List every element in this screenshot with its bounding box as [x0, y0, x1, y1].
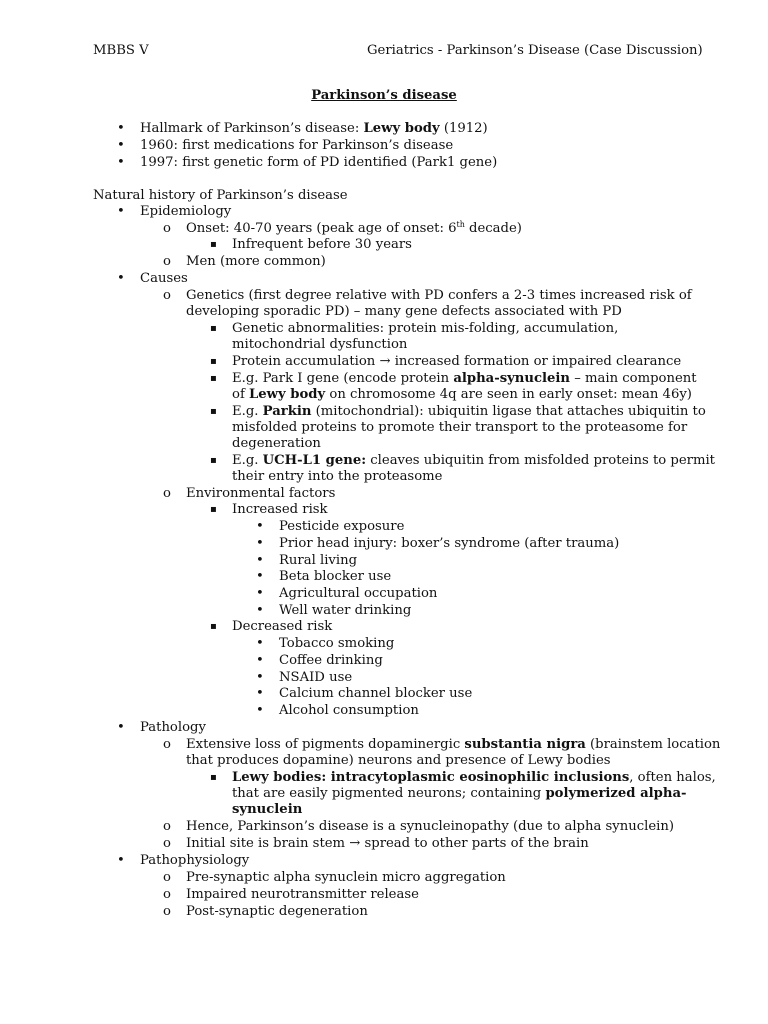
- circle-bullet-icon: o: [163, 486, 171, 501]
- bullet-icon: •: [117, 121, 125, 136]
- list-item: Alcohol consumption: [279, 703, 419, 718]
- list-item: Extensive loss of pigments dopaminergic substantia nigra (brainstem location: [186, 737, 721, 752]
- square-bullet-icon: ▪: [210, 323, 217, 334]
- bullet-icon: •: [256, 603, 264, 618]
- list-item: Hence, Parkinson’s disease is a synucleinopathy (due to alpha synuclein): [186, 819, 675, 834]
- list-item: E.g. Parkin (mitochondrial): ubiquitin ligase that attaches ubiquitin to: [232, 404, 706, 419]
- circle-bullet-icon: o: [163, 288, 171, 303]
- list-item: Environmental factors: [186, 486, 336, 501]
- bullet-icon: •: [256, 686, 264, 701]
- list-item: Impaired neurotransmitter release: [186, 887, 419, 902]
- bullet-icon: •: [256, 703, 264, 718]
- list-item: Calcium channel blocker use: [279, 686, 473, 701]
- intro-item: Hallmark of Parkinson’s disease: Lewy body (1912): [140, 121, 488, 136]
- square-bullet-icon: ▪: [210, 455, 217, 466]
- circle-bullet-icon: o: [163, 870, 171, 885]
- header-left: MBBS V: [93, 43, 149, 58]
- list-item: Protein accumulation → increased formation or impaired clearance: [232, 354, 682, 369]
- square-bullet-icon: ▪: [210, 772, 217, 783]
- bullet-icon: •: [256, 519, 264, 534]
- bullet-icon: •: [256, 569, 264, 584]
- list-item: Rural living: [279, 553, 358, 568]
- bullet-icon: •: [117, 155, 125, 170]
- list-item: Post-synaptic degeneration: [186, 904, 368, 919]
- bullet-icon: •: [117, 720, 125, 735]
- causes-label: Causes: [140, 271, 188, 286]
- list-item: mitochondrial dysfunction: [232, 337, 408, 352]
- list-item: synuclein: [232, 802, 303, 817]
- list-item: Well water drinking: [279, 603, 412, 618]
- square-bullet-icon: ▪: [210, 504, 217, 515]
- circle-bullet-icon: o: [163, 904, 171, 919]
- list-item: Pesticide exposure: [279, 519, 405, 534]
- intro-item: 1997: first genetic form of PD identified (Park1 gene): [140, 155, 498, 170]
- square-bullet-icon: ▪: [210, 621, 217, 632]
- list-item: Prior head injury: boxer’s syndrome (after trauma): [279, 536, 620, 551]
- list-item: their entry into the proteasome: [232, 469, 443, 484]
- list-item: E.g. UCH-L1 gene: cleaves ubiquitin from misfolded proteins to permit: [232, 453, 715, 468]
- circle-bullet-icon: o: [163, 254, 171, 269]
- circle-bullet-icon: o: [163, 836, 171, 851]
- list-item: misfolded proteins to promote their transport to the proteasome for: [232, 420, 688, 435]
- list-item: that produces dopamine) neurons and presence of Lewy bodies: [186, 753, 611, 768]
- bullet-icon: •: [117, 204, 125, 219]
- list-item: Pre-synaptic alpha synuclein micro aggregation: [186, 870, 506, 885]
- bullet-icon: •: [256, 536, 264, 551]
- bullet-icon: •: [256, 586, 264, 601]
- bullet-icon: •: [256, 653, 264, 668]
- intro-item: 1960: first medications for Parkinson’s disease: [140, 138, 454, 153]
- bullet-icon: •: [256, 553, 264, 568]
- list-item: developing sporadic PD) – many gene defects associated with PD: [186, 304, 622, 319]
- bullet-icon: •: [256, 670, 264, 685]
- circle-bullet-icon: o: [163, 819, 171, 834]
- list-item: of Lewy body on chromosome 4q are seen in early onset: mean 46y): [232, 387, 692, 402]
- list-item: degeneration: [232, 436, 321, 451]
- header-right: Geriatrics - Parkinson’s Disease (Case Discussion): [367, 43, 703, 58]
- list-item: E.g. Park I gene (encode protein alpha-synuclein – main component: [232, 371, 697, 386]
- square-bullet-icon: ▪: [210, 406, 217, 417]
- square-bullet-icon: ▪: [210, 239, 217, 250]
- list-item: Beta blocker use: [279, 569, 392, 584]
- list-item: Coffee drinking: [279, 653, 383, 668]
- list-item: Initial site is brain stem → spread to other parts of the brain: [186, 836, 589, 851]
- bullet-icon: •: [256, 636, 264, 651]
- list-item: that are easily pigmented neurons; containing polymerized alpha-: [232, 786, 687, 801]
- list-item: NSAID use: [279, 670, 353, 685]
- list-item: Infrequent before 30 years: [232, 237, 412, 252]
- list-item: Genetic abnormalities: protein mis-folding, accumulation,: [232, 321, 619, 336]
- pathology-label: Pathology: [140, 720, 206, 735]
- bullet-icon: •: [117, 853, 125, 868]
- circle-bullet-icon: o: [163, 887, 171, 902]
- square-bullet-icon: ▪: [210, 373, 217, 384]
- epidemiology-label: Epidemiology: [140, 204, 232, 219]
- section-heading: Natural history of Parkinson’s disease: [93, 188, 348, 203]
- list-item: Tobacco smoking: [279, 636, 395, 651]
- list-item: Increased risk: [232, 502, 328, 517]
- list-item: Lewy bodies: intracytoplasmic eosinophilic inclusions, often halos,: [232, 770, 716, 785]
- bullet-icon: •: [117, 138, 125, 153]
- circle-bullet-icon: o: [163, 737, 171, 752]
- list-item: Agricultural occupation: [279, 586, 438, 601]
- circle-bullet-icon: o: [163, 221, 171, 236]
- bullet-icon: •: [117, 271, 125, 286]
- list-item: Men (more common): [186, 254, 326, 269]
- pathophysiology-label: Pathophysiology: [140, 853, 250, 868]
- list-item: Decreased risk: [232, 619, 333, 634]
- square-bullet-icon: ▪: [210, 356, 217, 367]
- page-title: Parkinson’s disease: [311, 88, 457, 103]
- list-item: Genetics (first degree relative with PD confers a 2-3 times increased risk of: [186, 288, 692, 303]
- list-item: Onset: 40-70 years (peak age of onset: 6th decade): [186, 220, 522, 236]
